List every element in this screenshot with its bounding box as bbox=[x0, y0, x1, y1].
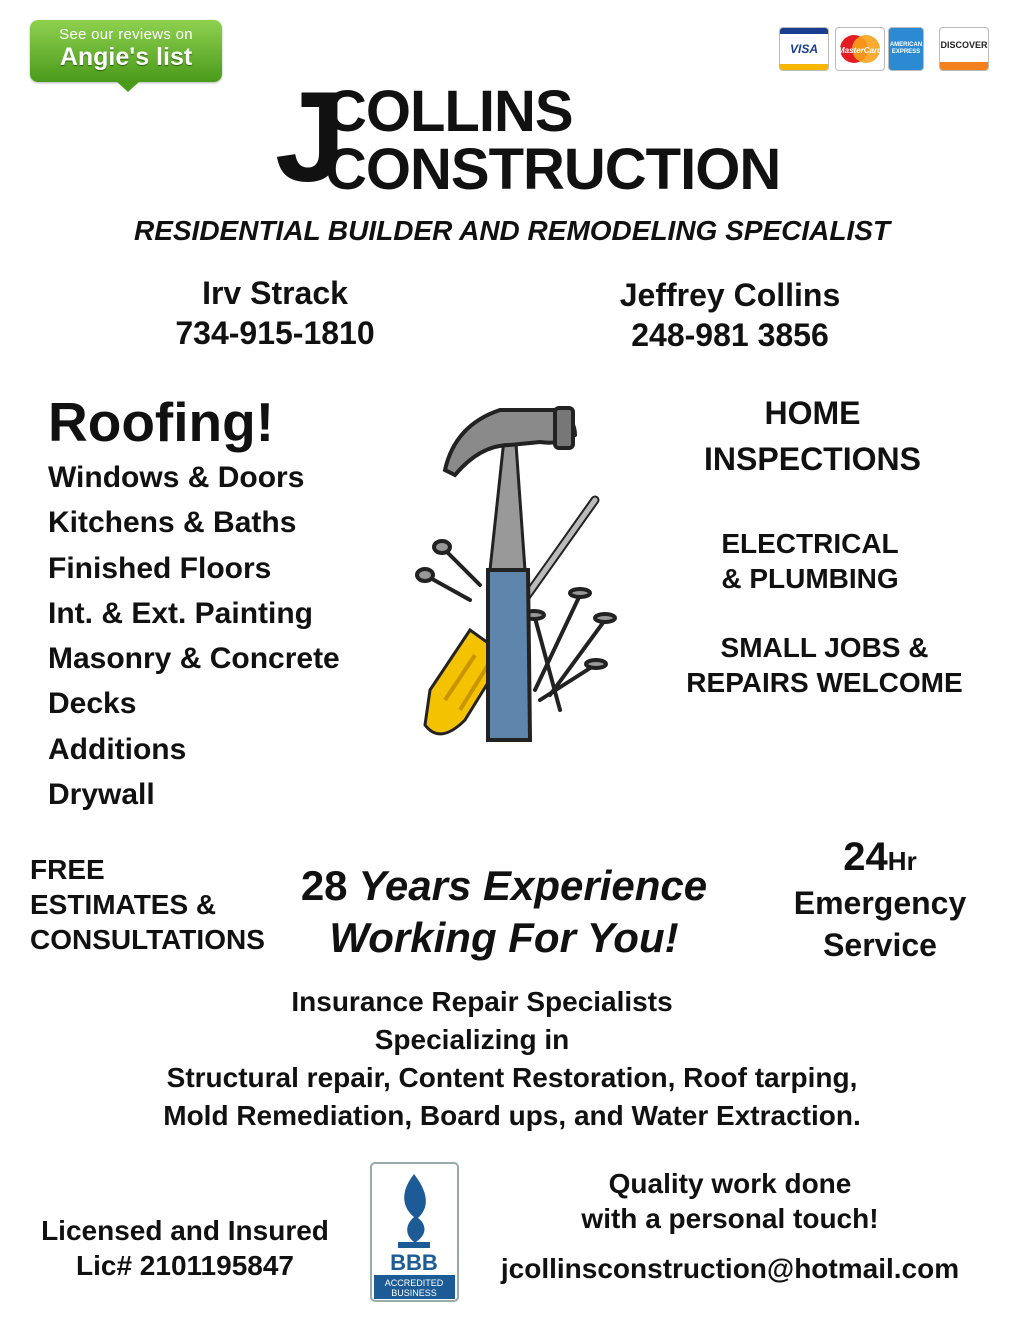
quality-line1: Quality work done bbox=[608, 1168, 852, 1199]
emergency-service bbox=[785, 836, 975, 966]
list-item: Drywall bbox=[48, 778, 155, 812]
estimates-line2: ESTIMATES & bbox=[30, 889, 217, 920]
email-link[interactable]: jcollinsconstruction@hotmail.com bbox=[500, 1253, 960, 1284]
small-jobs bbox=[672, 630, 977, 700]
contact-name: Jeffrey Collins bbox=[619, 277, 841, 313]
list-item: Int. & Ext. Painting bbox=[48, 596, 314, 630]
license-line2: Lic# 2101195847 bbox=[76, 1250, 294, 1281]
emergency-line1: Emergency bbox=[793, 885, 967, 921]
bbb-line2: BUSINESS bbox=[391, 1288, 437, 1298]
list-item: Finished Floors bbox=[48, 551, 272, 585]
emergency-hours: 24 bbox=[843, 835, 888, 879]
contact-phone[interactable]: 734-915-1810 bbox=[175, 315, 375, 351]
insurance-line2: Specializing in bbox=[374, 1024, 570, 1055]
list-item: Decks bbox=[48, 687, 137, 721]
quality-statement bbox=[540, 1166, 920, 1236]
estimates-line1: FREE bbox=[30, 854, 105, 885]
license-info bbox=[20, 1213, 350, 1283]
bbb-abbr: BBB bbox=[390, 1250, 438, 1275]
elec-line1: ELECTRICAL bbox=[721, 528, 899, 559]
electrical-plumbing bbox=[690, 526, 930, 596]
tagline: RESIDENTIAL BUILDER AND REMODELING SPECIALIST bbox=[133, 215, 891, 246]
small-line1: SMALL JOBS & bbox=[720, 632, 929, 663]
years-line2: Working For You! bbox=[329, 914, 679, 961]
small-line2: REPAIRS WELCOME bbox=[686, 667, 963, 698]
amex-card-icon: AMERICAN EXPRESS bbox=[889, 28, 923, 70]
services-list bbox=[48, 455, 340, 817]
bbb-accredited-icon bbox=[370, 1162, 459, 1302]
roofing-headline: Roofing! bbox=[48, 391, 275, 453]
badge-line2: Angie's list bbox=[59, 43, 193, 71]
contact-name: Irv Strack bbox=[202, 275, 348, 311]
contact-jeffrey bbox=[590, 275, 870, 355]
discover-card-icon: DISCOVER bbox=[940, 28, 988, 70]
list-item: Windows & Doors bbox=[48, 461, 305, 494]
home-line1: HOME bbox=[764, 395, 861, 431]
svg-text:MasterCard: MasterCard bbox=[837, 46, 883, 55]
license-line1: Licensed and Insured bbox=[41, 1215, 329, 1246]
contact-irv bbox=[150, 273, 400, 353]
visa-card-icon: VISA bbox=[780, 28, 828, 70]
bbb-line1: ACCREDITED bbox=[384, 1278, 444, 1288]
years-experience bbox=[284, 860, 724, 964]
tools-illustration bbox=[410, 400, 620, 750]
angies-list-badge[interactable] bbox=[30, 20, 222, 82]
logo-line1: COLLINS bbox=[325, 79, 573, 144]
mastercard-card-icon bbox=[836, 28, 884, 70]
list-item: Additions bbox=[48, 732, 187, 766]
logo-line2: CONSTRUCTION bbox=[325, 137, 781, 202]
insurance-section bbox=[0, 983, 1024, 1135]
insurance-line3: Structural repair, Content Restoration, Roof tarping, bbox=[166, 1062, 858, 1093]
estimates-line3: CONSULTATIONS bbox=[30, 924, 265, 955]
insurance-line4: Mold Remediation, Board ups, and Water Extraction. bbox=[163, 1100, 861, 1131]
list-item: Kitchens & Baths bbox=[48, 506, 297, 540]
emergency-unit: Hr bbox=[887, 846, 917, 876]
quality-line2: with a personal touch! bbox=[581, 1203, 879, 1234]
home-inspections bbox=[690, 390, 935, 482]
badge-line1: See our reviews on bbox=[59, 26, 193, 43]
elec-line2: & PLUMBING bbox=[721, 563, 899, 594]
logo-letter: J bbox=[275, 66, 347, 209]
insurance-line1: Insurance Repair Specialists bbox=[291, 986, 673, 1017]
years-line1: Years Experience bbox=[358, 862, 708, 909]
list-item: Masonry & Concrete bbox=[48, 642, 340, 676]
years-number: 28 bbox=[300, 862, 348, 909]
contact-phone[interactable]: 248-981 3856 bbox=[631, 317, 829, 353]
home-line2: INSPECTIONS bbox=[704, 441, 921, 477]
emergency-line2: Service bbox=[823, 927, 937, 963]
free-estimates bbox=[30, 852, 265, 957]
